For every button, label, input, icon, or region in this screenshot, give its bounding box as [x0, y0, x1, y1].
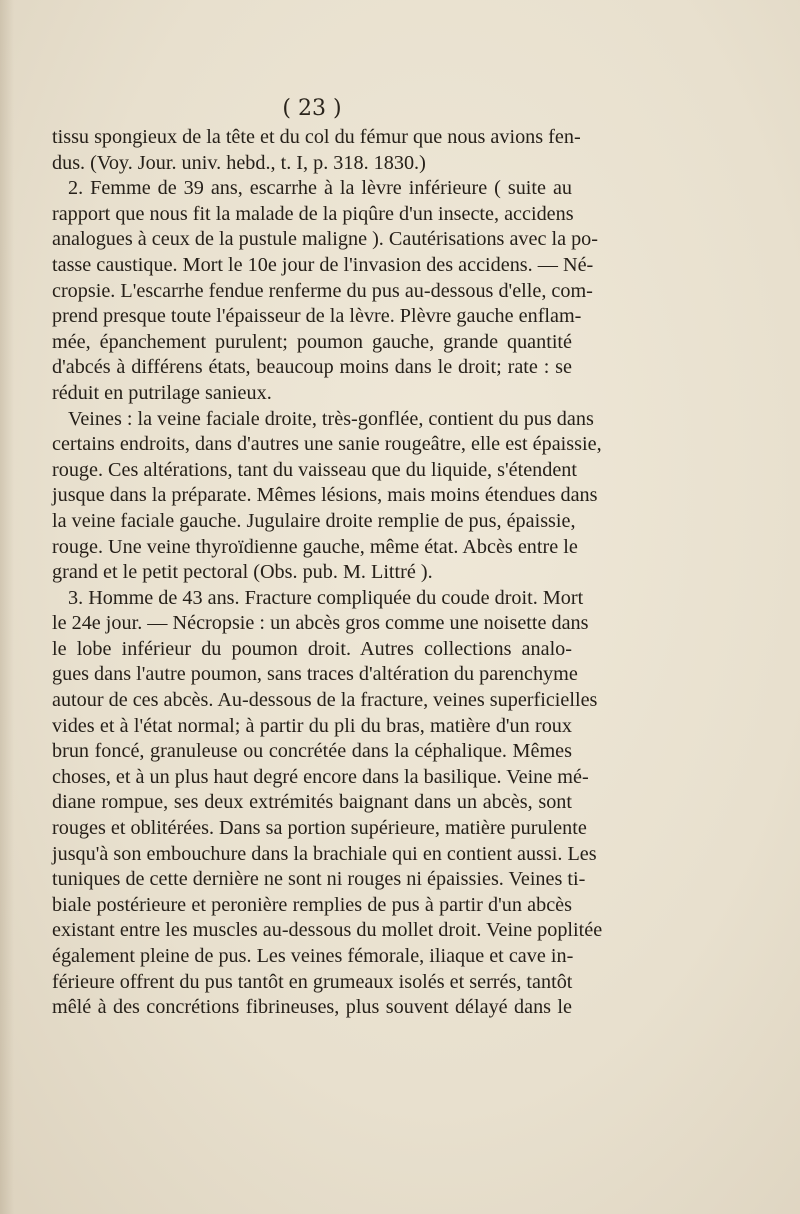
- text-line: réduit en putrilage sanieux.: [52, 381, 272, 404]
- text-line: Veines : la veine faciale droite, très-gonflée, contient du pus dans: [68, 407, 594, 430]
- text-line: le 24e jour. — Nécropsie : un abcès gros comme une noisette dans: [52, 612, 589, 635]
- text-line: 3. Homme de 43 ans. Fracture compliquée du coude droit. Mort: [68, 586, 584, 609]
- text-line: prend presque toute l'épaisseur de la lèvre. Plèvre gauche enflam-: [52, 305, 582, 328]
- text-line: férieure offrent du pus tantôt en grumeaux isolés et serrés, tantôt: [52, 970, 573, 993]
- text-line: jusque dans la préparate. Mêmes lésions, mais moins étendues dans: [52, 484, 598, 507]
- text-line: tissu spongieux de la tête et du col du fémur que nous avions fen-: [52, 126, 581, 148]
- text-line: cropsie. L'escarrhe fendue renferme du pus au-dessous d'elle, com-: [52, 279, 593, 302]
- text-line: rouge. Une veine thyroïdienne gauche, même état. Abcès entre le: [52, 535, 578, 558]
- text-line: diane rompue, ses deux extrémités baignant dans un abcès, sont: [52, 791, 572, 814]
- text-line: gues dans l'autre poumon, sans traces d'altération du parenchyme: [52, 663, 578, 686]
- text-line: rouge. Ces altérations, tant du vaisseau que du liquide, s'étendent: [52, 458, 578, 481]
- text-line: rouges et oblitérées. Dans sa portion supérieure, matière purulente: [52, 817, 587, 840]
- text-line: mée, épanchement purulent; poumon gauche, grande quantité: [52, 330, 572, 353]
- text-line: brun foncé, granuleuse ou concrétée dans la céphalique. Mêmes: [52, 740, 572, 763]
- text-line: 2. Femme de 39 ans, escarrhe à la lèvre inférieure ( suite au: [68, 177, 572, 200]
- page-number: ( 23 ): [282, 96, 342, 121]
- text-line: existant entre les muscles au-dessous du mollet droit. Veine poplitée: [52, 919, 603, 942]
- text-line: analogues à ceux de la pustule maligne ). Cautérisations avec la po-: [52, 228, 598, 251]
- text-line: la veine faciale gauche. Jugulaire droite remplie de pus, épaissie,: [52, 509, 576, 532]
- text-line: grand et le petit pectoral (Obs. pub. M. Littré ).: [52, 561, 433, 584]
- text-line: autour de ces abcès. Au-dessous de la fracture, veines superficielles: [52, 689, 598, 712]
- text-line: d'abcés à différens états, beaucoup moins dans le droit; rate : se: [52, 356, 572, 379]
- text-line: tuniques de cette dernière ne sont ni rouges ni épaissies. Veines ti-: [52, 868, 586, 891]
- text-line: mêlé à des concrétions fibrineuses, plus souvent délayé dans le: [52, 996, 572, 1019]
- text-line: rapport que nous fit la malade de la piqûre d'un insecte, accidens: [52, 202, 574, 225]
- body-text: [52, 125, 603, 1021]
- page-edge-shadow: [0, 0, 14, 1214]
- text-line: biale postérieure et peronière remplies de pus à partir d'un abcès: [52, 893, 572, 916]
- text-line: certains endroits, dans d'autres une sanie rougeâtre, elle est épaissie,: [52, 433, 602, 456]
- text-line: tasse caustique. Mort le 10e jour de l'invasion des accidens. — Né-: [52, 253, 594, 276]
- text-line: également pleine de pus. Les veines fémorale, iliaque et cave in-: [52, 945, 574, 967]
- text-line: vides et à l'état normal; à partir du pli du bras, matière d'un roux: [52, 714, 572, 737]
- text-line: dus. (Voy. Jour. univ. hebd., t. I, p. 318. 1830.): [52, 151, 426, 174]
- text-line: choses, et à un plus haut degré encore dans la basilique. Veine mé-: [52, 765, 589, 788]
- text-line: jusqu'à son embouchure dans la brachiale qui en contient aussi. Les: [52, 842, 597, 865]
- text-line: le lobe inférieur du poumon droit. Autres collections analo-: [52, 637, 572, 660]
